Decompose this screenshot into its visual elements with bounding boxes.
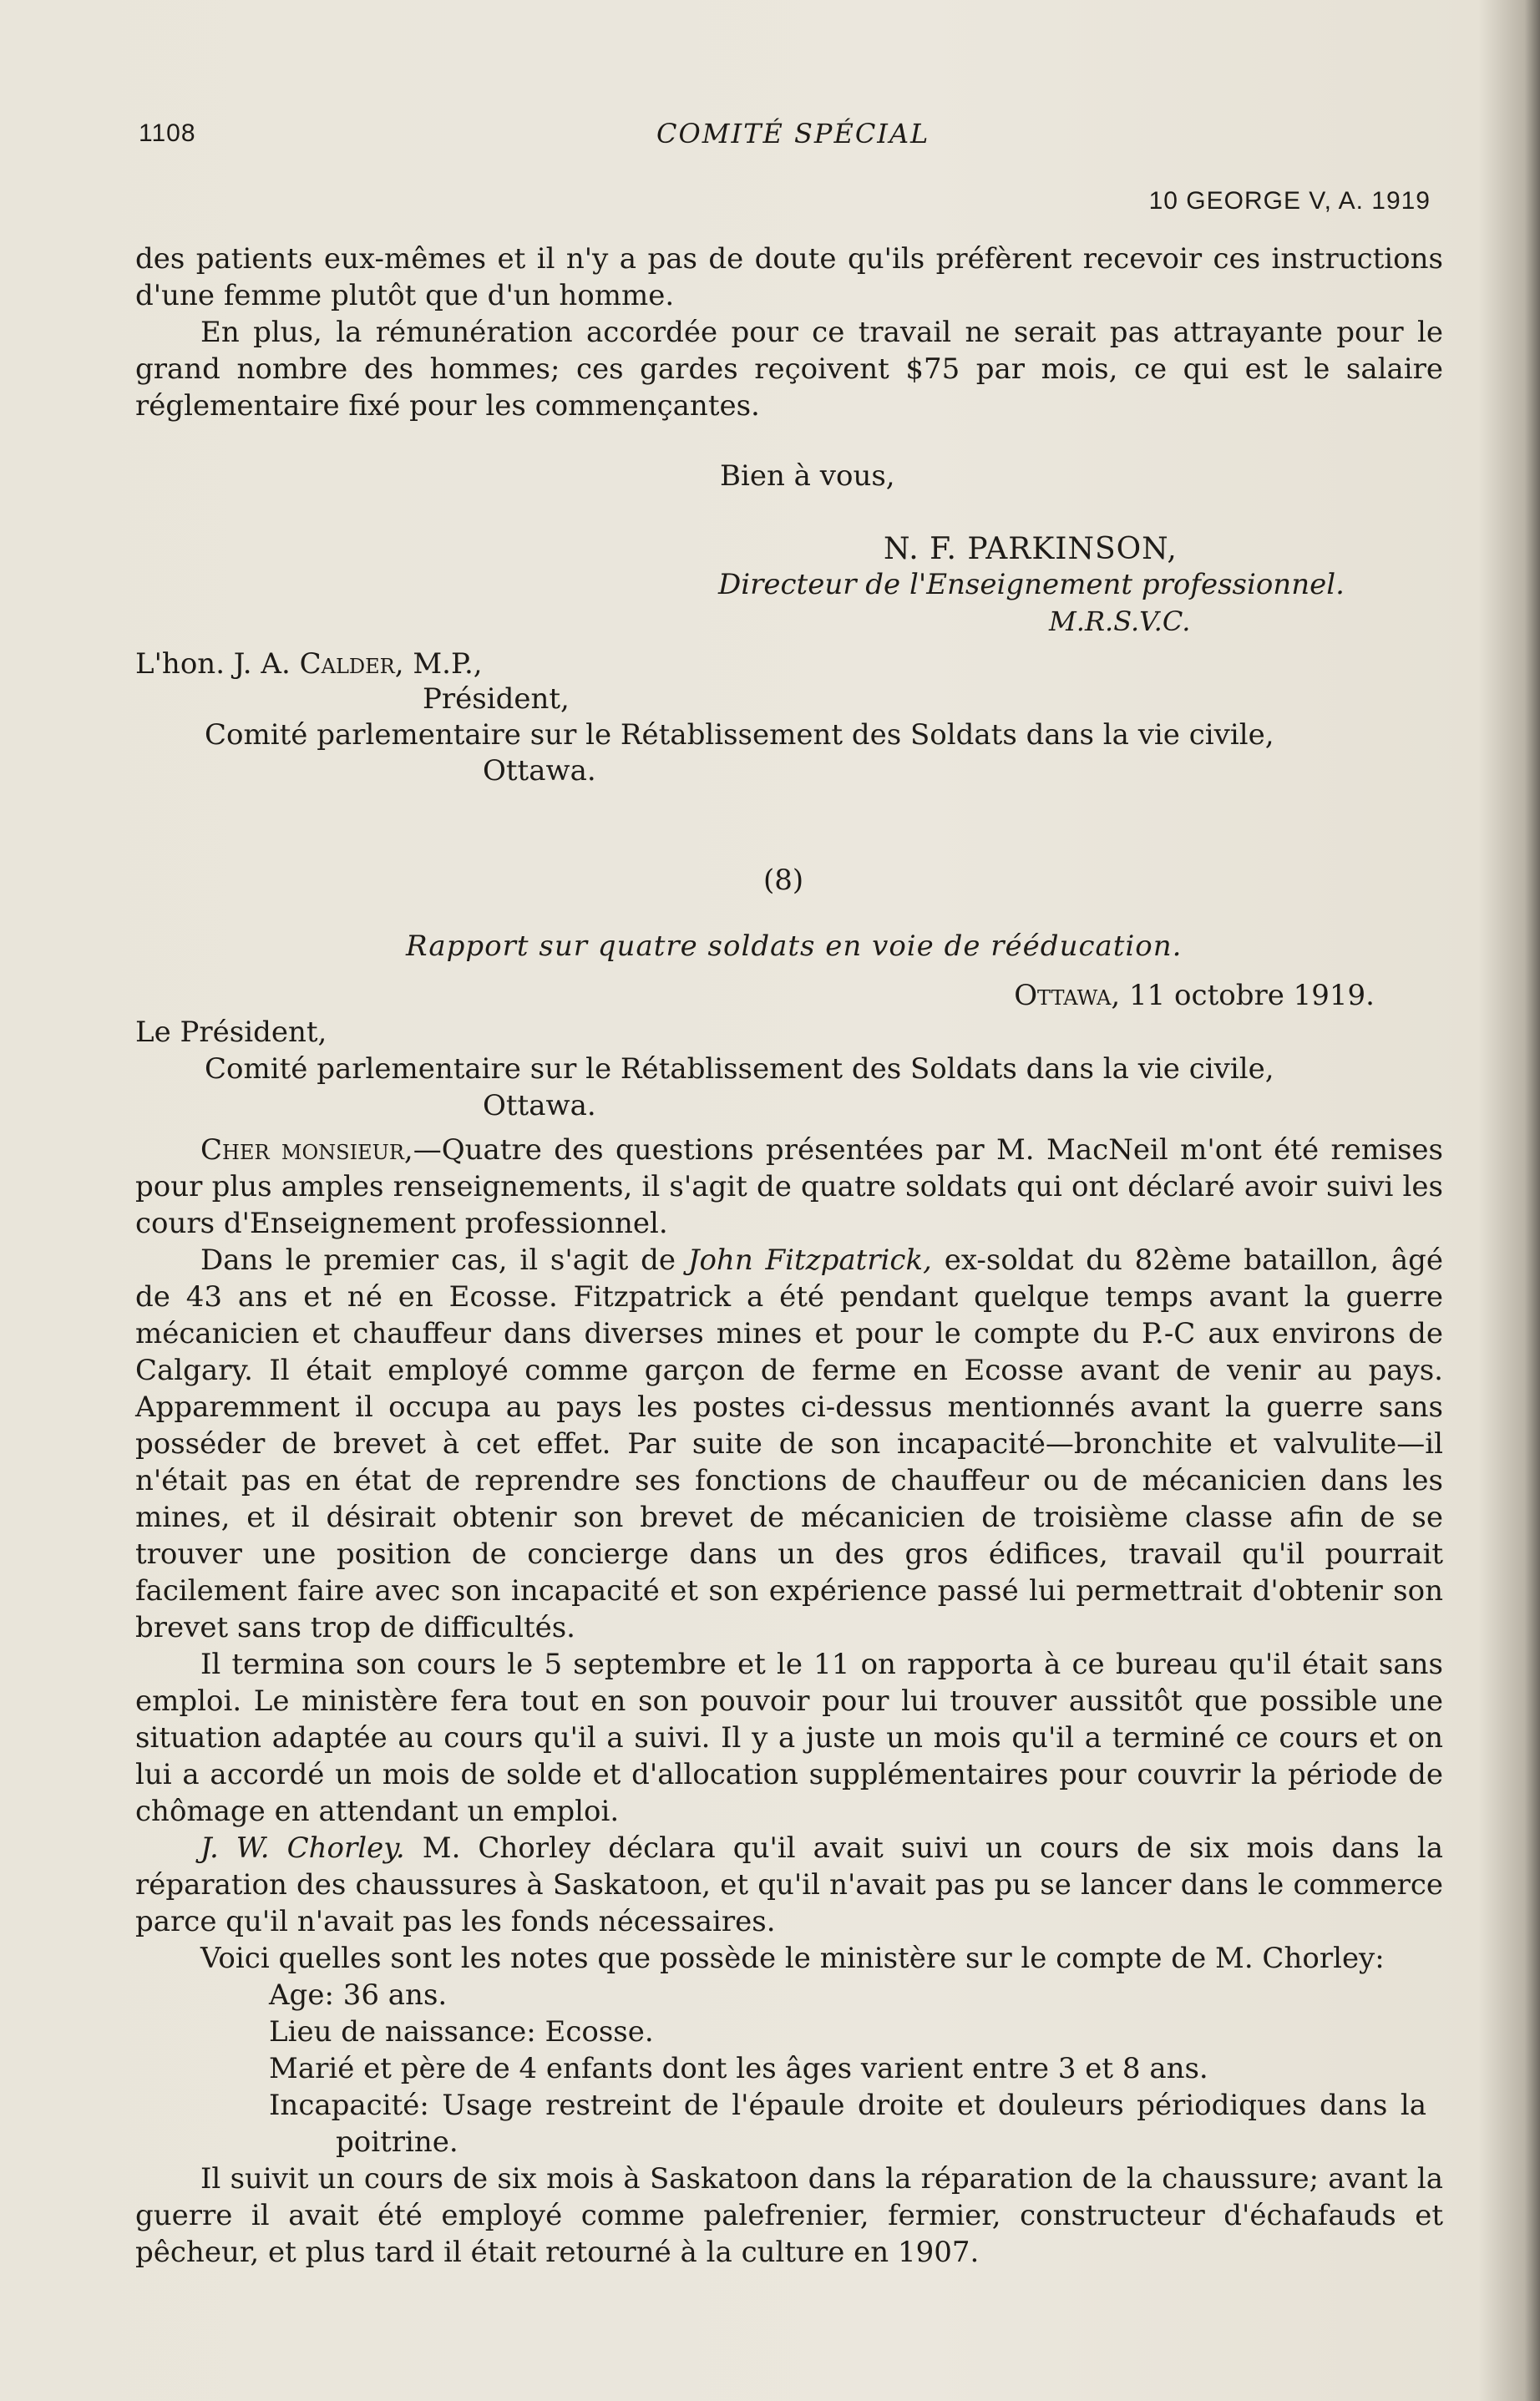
note-item: Incapacité: Usage restreint de l'épaule droite et douleurs périodiques dans la poitrine. [269,2089,1426,2159]
report-paragraph: Il suivit un cours de six mois à Saskatoon dans la réparation de la chaussure; avant la guerre il avait été employé comme palefrenier, fermier, constructeur d'échafauds et pêcheur, et plus tard il était retourné à la culture en 1907. [135,2162,1443,2269]
addressee-committee: Comité parlementaire sur le Rétablissement des Soldats dans la vie civile, [205,718,1274,752]
signer-title: Directeur de l'Enseignement professionnel. [718,568,1345,601]
addressee-role: Président, [423,682,570,716]
note-item: Age: 36 ans. [269,1978,448,2012]
note-item: Marié et père de 4 enfants dont les âges varient entre 3 et 8 ans. [269,2052,1208,2085]
addressee-name: L'hon. J. A. Calder, M.P., [135,647,483,681]
salutation-city: Ottawa. [483,1089,596,1122]
running-title: COMITÉ SPÉCIAL [656,118,930,149]
report-paragraph: Cher monsieur,—Quatre des questions présentées par M. MacNeil m'ont été remises pour plus amples renseignements, il s'agit de quatre soldats qui ont déclaré avoir suivi les cours d'Enseignement professionnel. [135,1133,1443,1240]
note-item: Lieu de naissance: Ecosse. [269,2015,654,2049]
letter-body [135,241,1443,424]
salutation-committee: Comité parlementaire sur le Rétablissement des Soldats dans la vie civile, [205,1052,1274,1086]
dateline: Ottawa, 11 octobre 1919. [1014,979,1375,1012]
report-paragraph: Dans le premier cas, il s'agit de John Fitzpatrick, ex-soldat du 82ème bataillon, âgé de 43 ans et né en Ecosse. Fitzpatrick a été pendant quelque temps avant la guerre mécanicien et chauffeur dans diverses mines et pour le compte du P.-C aux environs de Calgary. Il était employé comme garçon de ferme en Ecosse avant de venir au pays. Apparemment il occupa au pays les postes ci-dessus mentionnés avant la guerre sans posséder de brevet à cet effet. Par suite de son incapacité—bronchite et valvulite—il n'était pas en état de reprendre ses fonctions de chauffeur ou de mécanicien dans les mines, et il désirait obtenir son brevet de mécanicien de troisième classe afin de se trouver une position de concierge dans un des gros édifices, travail qu'il pourrait facilement faire avec son incapacité et son expérience passé lui permettrait d'obtenir son brevet sans trop de difficultés. [135,1244,1443,1644]
report-body [135,1132,1443,2271]
regnal-year: 10 GEORGE V, A. 1919 [1148,187,1431,215]
report-paragraph: J. W. Chorley. M. Chorley déclara qu'il avait suivi un cours de six mois dans la réparation des chaussures à Saskatoon, et qu'il n'avait pas pu se lancer dans le commerce parce qu'il n'avait pas les fonds nécessaires. [135,1831,1443,1938]
addressee-city: Ottawa. [483,754,596,788]
report-title: Rapport sur quatre soldats en voie de rééducation. [406,930,1183,963]
salutation-to: Le Président, [135,1016,327,1049]
notes-list [135,1977,1443,2160]
report-number: (8) [763,864,804,897]
signer-name: N. F. PARKINSON, [884,532,1178,566]
report-paragraph: Voici quelles sont les notes que possède le ministère sur le compte de M. Chorley: [200,1942,1385,1975]
signer-org: M.R.S.V.C. [1049,605,1191,637]
closing: Bien à vous, [720,459,895,493]
report-paragraph: Il termina son cours le 5 septembre et le 11 on rapporta à ce bureau qu'il était sans emploi. Le ministère fera tout en son pouvoir pour lui trouver aussitôt que possible une situation adaptée au cours qu'il a suivi. Il y a juste un mois qu'il a terminé ce cours et on lui a accordé un mois de solde et d'allocation supplémentaires pour couvrir la période de chômage en attendant un emploi. [135,1648,1443,1828]
letter-paragraph: En plus, la rémunération accordée pour ce travail ne serait pas attrayante pour le grand nombre des hommes; ces gardes reçoivent $75 par mois, ce qui est le salaire réglementaire fixé pour les commençantes. [135,316,1443,423]
page-number: 1108 [139,119,196,147]
letter-paragraph: des patients eux-mêmes et il n'y a pas de doute qu'ils préfèrent recevoir ces instructions d'une femme plutôt que d'un homme. [135,242,1443,312]
